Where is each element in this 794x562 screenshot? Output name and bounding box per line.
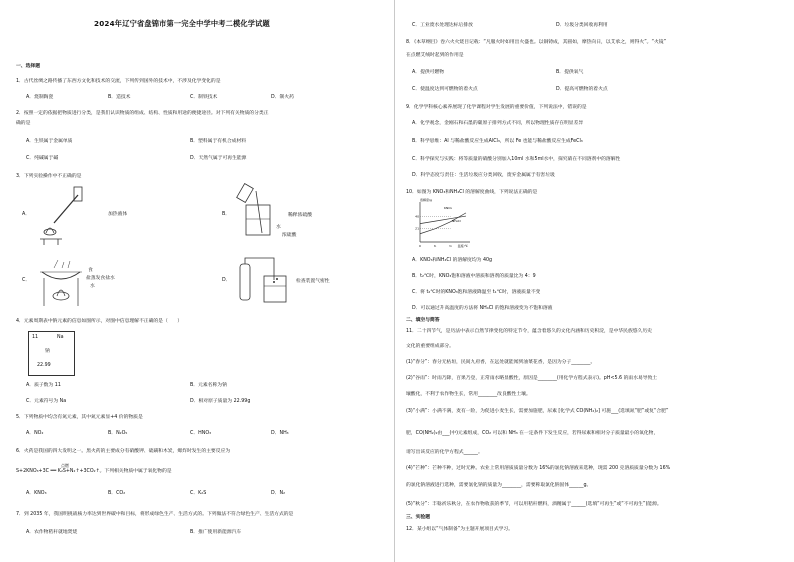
q8-option-a: A．提供可燃物: [412, 70, 445, 75]
q3-label-water: 水: [276, 225, 281, 230]
q7-option-a: A．农作物秸秆就地焚烧: [26, 530, 78, 535]
q7-option-c: C．工业废水处理达标后排放: [412, 23, 473, 28]
series-line-0: [420, 213, 466, 234]
q3-label-heating-liquid: 加热液体: [108, 212, 128, 217]
section-heading-fill: 二、填空与简答: [406, 318, 440, 323]
q2-option-a: A．生铁属于金属单质: [26, 139, 73, 144]
q6-equation: S+2KNO₃+3C ══ K₂S+N₂↑+3CO₂↑。下列相关物质中属于氧化物的是: [16, 469, 172, 474]
q3-label-c3: 水: [90, 284, 95, 289]
section-heading-experiment: 三、实验题: [406, 515, 430, 520]
q5-option-b: B．N₂O₅: [108, 431, 128, 436]
q4-stem: 4．元素周期表中钠元素的信息如图所示，对图中信息理解不正确的是（ ）: [16, 319, 183, 324]
x-axis-label: 温度/℃: [457, 244, 468, 248]
q2-option-d: D．天然气属于可再生能源: [190, 156, 247, 161]
q5-option-d: D．NH₃: [271, 431, 289, 436]
section-heading-choice: 一、选择题: [16, 64, 40, 69]
q8-option-c: C．使温度达到可燃物的着火点: [412, 87, 478, 92]
q1-option-a: A．烧制陶瓷: [26, 95, 54, 100]
q8-stem: 8．《本草纲目》卷六火火烧目记载：“凡服火时如用出火盛也。以铜铸成，其圆如，摩热向日，以艾承之，则得火”。“火镜”: [406, 40, 667, 45]
q12-stem: 12．某小组以“气体制备”为主题开展项目式学习。: [406, 527, 514, 532]
q9-stem: 9．化学学科核心素养展现了化学课程对学生发展的重要价值，下列说法中，错误的是: [406, 105, 587, 110]
evaporation-illustration: [36, 258, 86, 310]
q6-option-d: D．N₂: [271, 491, 286, 496]
q2-stem-cont: 确的是: [16, 121, 31, 126]
q1-option-b: B．造技术: [108, 95, 131, 100]
q6-option-c: C．K₂S: [190, 491, 207, 496]
q7-option-d: D．垃圾分类回收再利用: [556, 23, 608, 28]
q3-option-d: D．: [222, 278, 231, 283]
q4-option-b: B．元素名称为钠: [190, 383, 227, 388]
q9-option-b: B．科学思维：Al 与稀盐酸反应生成AlCl₃，所以 Fe 也能与稀盐酸反应生成FeCl₃: [412, 139, 583, 144]
left-column: [6, 0, 391, 562]
dilute-acid-illustration: [236, 183, 276, 243]
q1-option-d: D．制火药: [271, 95, 294, 100]
q2-option-b: B．塑料属于有机合成材料: [190, 139, 247, 144]
element-name: 钠: [45, 349, 50, 354]
q5-stem: 5．下列物质中均含有氮元素，其中氮元素显+4 价的物质是: [16, 415, 143, 420]
element-symbol: Na: [57, 335, 64, 340]
q5-option-a: A．NO₂: [26, 431, 44, 436]
q10-stem: 10．如图为 KNO₃和NH₄Cl 的溶解度曲线，下列说法正确的是: [406, 190, 538, 195]
q3-stem: 3．下列实验操作中不正确的是: [16, 174, 82, 179]
q11-line-0: 11．二十四节气，是历法中表示自然节律变化的特定节令，蕴含着悠久的文化内涵和历史积淀，是中华民族悠久历史: [406, 329, 652, 334]
legend-label-1: NH₄Cl: [452, 219, 461, 224]
q3-option-b: B．: [222, 212, 231, 217]
solubility-chart: [412, 200, 472, 250]
y-tick-label: 21: [415, 226, 419, 231]
q10-option-d: D．可以通过升高温度的方法将 NH₄Cl 的饱和溶液变为不饱和溶液: [412, 306, 553, 311]
q11-line-8: (4)“芒种”：芒种不种，过时无种。农业上常用溶质质量分数为 16%的氯化钠溶液来选种，现需 200 克溶质质量分数为 16%: [406, 466, 671, 471]
q11-line-6: 肥，CO(NH₂)₂由___(中)元素组成，CO₂ 可以和 NH₃ 在一定条件下发生反应，若得尿素和相对分子质量最小的氧化物，: [406, 431, 659, 436]
atomic-number: 11: [32, 335, 39, 340]
q1-stem: 1．古代丝绸之路传播了东西方文化和技术的交流，下列传到国外的技术中，不涉及化学变化的是: [16, 79, 221, 84]
q7-stem: 7．到 2035 年，我国明挑战核力率达到世界碳中和目标，将形成绿色生产、生活方式的。下列做法不符合绿色生产、生活方式的是: [16, 512, 294, 517]
q3-option-c: C．: [22, 278, 31, 283]
q3-label-acid: 浓硫酸: [282, 233, 297, 238]
legend-label-0: KNO₃: [444, 205, 452, 210]
q1-option-c: C．制铁技术: [190, 95, 218, 100]
q10-option-a: A．KNO₃和NH₄Cl 的溶解度均为 40g: [412, 258, 493, 263]
q3-option-a: A．: [22, 212, 31, 217]
q8-option-b: B．提供氧气: [556, 70, 584, 75]
page-title: 2024年辽宁省盘锦市第一完全中学中考二模化学试题: [94, 19, 270, 28]
q6-stem: 6．火药是我国的四大发明之一。黑火药的主要成分有硝酸钾、硫磺和木炭，爆炸时发生的主要反应为: [16, 449, 231, 454]
q6-option-a: A．KNO₃: [26, 491, 47, 496]
periodic-table-cell: [28, 331, 75, 376]
q3-label-dilute-acid: 稀释浓硫酸: [288, 213, 312, 218]
q8-option-d: D．提高可燃物的着火点: [556, 87, 608, 92]
y-tick-label: 40: [415, 214, 419, 219]
q2-stem: 2．按照一定的依据把物质进行分类，是我们认识物质的组成、结构、性质和用途的便捷途径。对下列有关物质的分类正: [16, 111, 269, 116]
airtight-check-illustration: [236, 256, 292, 308]
q3-label-c1: 食: [88, 268, 93, 273]
q11-line-2: (1)“春分”：春分无枯垣，民间九府香，在远处就能闻到油菜花香，是因为分子________。: [406, 360, 596, 365]
q11-line-10: (5)“秋分”：丰稔祈乐秋分，在农作物收获的季节，可以用秸秆燃料，酒精属于______(选填“可再生”或“不可再生”)能源。: [406, 502, 662, 507]
q9-option-c: C．科学探究与实践：将等质量的硝酸分别加入10ml 水和5ml水中，探究硝在不同溶剂中的溶解性: [412, 157, 621, 162]
q10-option-c: C．将 t₂℃时的KNO₃饱和溶液降温至 t₁℃时，溶液质量不变: [412, 290, 541, 295]
right-column: [400, 0, 785, 562]
q3-label-airtight: 检查装置气密性: [296, 279, 330, 284]
q3-label-c2: 盐蒸发食盐水: [86, 276, 115, 281]
x-tick-label: t₁: [434, 244, 437, 248]
y-axis-label: 溶解度/g: [420, 198, 432, 202]
q11-line-7: 请写出该反应的化学方程式______。: [406, 450, 483, 455]
q9-option-a: A．化学观念，金刚石和石墨的碳原子排列方式不同，所以物理性质存在明显差异: [412, 121, 584, 126]
q4-option-d: D．相对原子质量为 22.99g: [190, 399, 251, 404]
q9-option-d: D．科学态度与责任：生活垃圾应分类回收，废弃金属属于有害垃圾: [412, 173, 555, 178]
q5-option-c: C．HNO₃: [190, 431, 212, 436]
q11-line-1: 文化的重要组成部分。: [406, 344, 454, 349]
q11-line-4: 壤酸化，不利于农作物生长，常用________改良酸性土壤。: [406, 392, 531, 397]
q6-option-b: B．CO₂: [108, 491, 126, 496]
q2-option-c: C．纯碱属于碱: [26, 156, 59, 161]
q6-condition: 点燃: [61, 463, 69, 468]
q4-option-c: C．元素符号为 Na: [26, 399, 67, 404]
q11-line-9: 的氯化钠溶液进行选种，需要氯化钠的质量为________，需要称取氯化钠固体______g。: [406, 483, 592, 488]
q10-option-b: B．t₂℃时，KNO₃饱和溶液中溶质和溶剂的质量比为 4：9: [412, 274, 536, 279]
column-divider: [394, 0, 395, 562]
q8-stem-cont: 在点燃艾绒时起到的作用是: [406, 53, 464, 58]
atomic-mass: 22.99: [37, 363, 51, 368]
x-tick-label: t₂: [449, 244, 452, 248]
q4-option-a: A．质子数为 11: [26, 383, 61, 388]
x-tick-label: 0: [419, 244, 421, 248]
heating-liquid-illustration: [34, 183, 94, 248]
q11-line-3: (2)“谷雨”：时雨乃降，百果乃登，正常雨水略显酸性，原因是________(用化学方程式表示)。pH<5.6 的雨水易导致土: [406, 376, 658, 381]
q11-line-5: (3)“小满”：小满不满，麦有一险，为促进小麦生长，需要加施肥，尿素 [化学式 CO(NH₂)₂] 可施___(选填氮“肥”或复“合肥”: [406, 409, 669, 414]
q7-option-b: B．推广使用新能源汽车: [190, 530, 242, 535]
